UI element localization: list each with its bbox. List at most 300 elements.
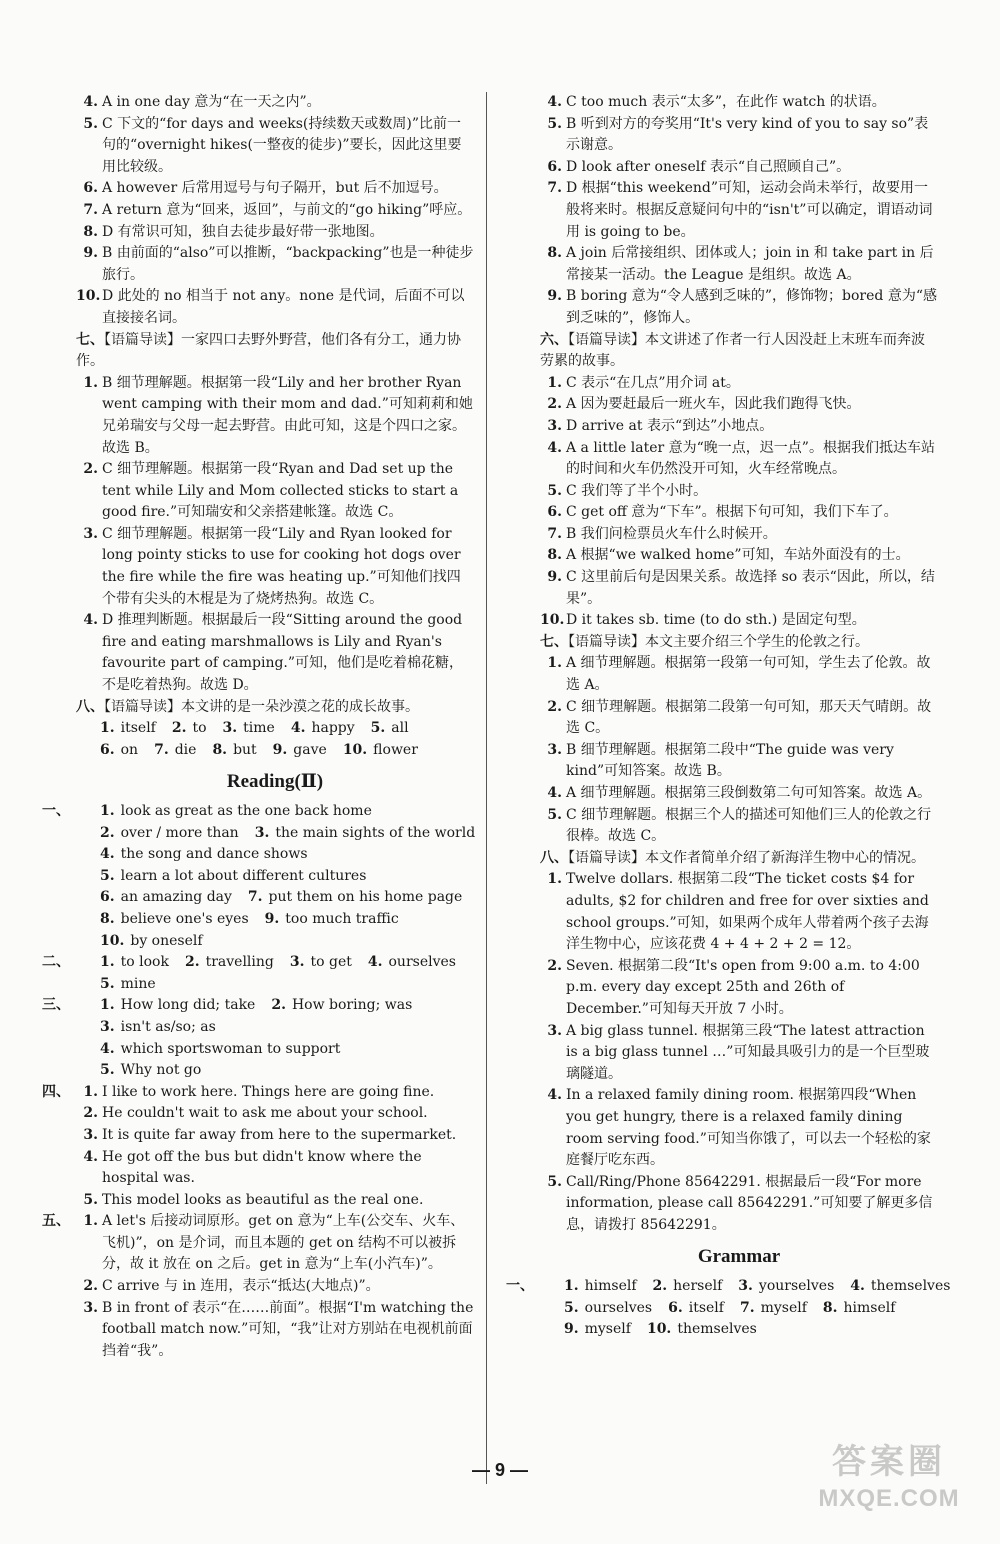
- answer-text: How long did; take: [120, 997, 256, 1014]
- answer-cell: [100, 909, 249, 931]
- answer-text: to: [192, 720, 207, 737]
- right-column: [506, 92, 951, 1341]
- answer-row: [76, 1060, 474, 1082]
- answer-text: A join 后常接组织、团体或人；join in 和 take part in 后常接某一活动。the League 是组织。故选 A。: [566, 245, 934, 283]
- answer-row: [76, 1017, 474, 1039]
- answer-number: 1.: [100, 720, 115, 737]
- answer-item: [42, 1082, 474, 1104]
- answer-item: [540, 157, 938, 179]
- answer-text: In a relaxed family dining room. 根据第四段“When you get hungry, there is a relaxed family dining room serving food.”可知当你饿了，可以去一个轻松的家庭餐厅吃东西。: [566, 1087, 931, 1169]
- answer-cell: [248, 887, 462, 909]
- answer-text: C 细节理解题。根据第一段“Lily and Ryan looked for long pointy sticks to use for cooking hot dogs over the fire while the fire was heating up.”可知他们找四个带有尖头的木棍是为了烧烤热狗。故选 C。: [102, 525, 461, 607]
- answer-number: 8.: [212, 741, 228, 758]
- answer-item: [76, 92, 474, 114]
- answer-text: but: [233, 741, 257, 758]
- answer-number: 6.: [100, 741, 115, 758]
- answer-number: 4.: [83, 612, 98, 629]
- answer-text: A 细节理解题。根据第一段第一句可知，学生去了伦敦。故选 A。: [566, 655, 931, 694]
- answer-item: [540, 92, 938, 114]
- answer-text: himself: [843, 1299, 896, 1316]
- answer-item: [540, 481, 938, 503]
- answer-number: 1.: [547, 871, 562, 888]
- answer-text: isn't as/so; as: [120, 1018, 216, 1035]
- answer-item: [540, 286, 938, 329]
- section-title-reading: Reading(Ⅱ): [226, 771, 324, 793]
- answer-number: 4.: [547, 785, 562, 801]
- answer-text: yourselves: [758, 1278, 835, 1295]
- watermark-url: MXQE.COM: [818, 1485, 960, 1512]
- answer-number: 5.: [564, 1299, 579, 1316]
- answer-number: 2.: [547, 698, 562, 715]
- answer-text: gave: [293, 741, 327, 758]
- answer-cell: [368, 952, 456, 974]
- answer-text: C 细节理解题。根据三个人的描述可知他们三人的伦敦之行很棒。故选 C。: [566, 806, 932, 845]
- answer-item: [76, 1147, 474, 1190]
- answer-number: 9.: [564, 1321, 579, 1338]
- section-intro: 【语篇导读】一家四口去野外野营，他们各有分工，通力协作。: [76, 331, 461, 370]
- answer-number: 5.: [100, 975, 115, 992]
- answer-cell: [100, 887, 232, 909]
- answer-text: How boring; was: [291, 997, 413, 1014]
- answer-number: 10.: [76, 288, 101, 305]
- answer-number: 9.: [547, 288, 562, 305]
- answer-number: 4.: [100, 846, 115, 863]
- answer-text: A 因为要赶最后一班火车，因此我们跑得飞快。: [566, 396, 861, 413]
- answer-text: by oneself: [130, 932, 203, 949]
- answer-number: 7.: [154, 741, 169, 758]
- answer-text: C 表示“在几点”用介词 at。: [566, 374, 740, 391]
- answer-cell: [100, 1060, 201, 1082]
- answer-number: 7.: [547, 180, 562, 197]
- answer-text: herself: [673, 1278, 723, 1295]
- answer-item: [76, 222, 474, 244]
- answer-text: C 这里前后句是因果关系。故选择 so 表示“因此，所以，结果”。: [566, 569, 935, 607]
- answer-number: 2.: [652, 1278, 668, 1295]
- section-marker: 一、: [506, 1278, 534, 1295]
- answer-number: 8.: [83, 223, 98, 240]
- section-title-grammar: Grammar: [697, 1246, 781, 1268]
- answer-text: Twelve dollars. 根据第二段“The ticket costs $4 for adults, $2 for children and free for over sixties and school groups.”可知，如果两个成年人带着两个孩子去海洋生物中心，应该花费 4 + 4 + 2 + 2 = 12。: [566, 871, 929, 953]
- answer-cell: [100, 974, 156, 996]
- answer-text: A in one day 意为“在一天之内”。: [102, 94, 321, 110]
- answer-item: [42, 1211, 474, 1276]
- answer-text: itself: [120, 720, 156, 737]
- answer-item: [540, 373, 938, 395]
- section-heading: [540, 632, 938, 654]
- answer-cell: [271, 995, 412, 1017]
- section-marker: 八、: [76, 698, 104, 715]
- answer-item: [540, 567, 938, 610]
- answer-text: I like to work here. Things here are going fine.: [102, 1083, 435, 1100]
- answer-text: happy: [311, 720, 355, 737]
- answer-cell: [100, 740, 138, 762]
- answer-cell: [343, 740, 418, 762]
- answer-number: 9.: [264, 910, 280, 927]
- answer-number: 6.: [547, 158, 562, 175]
- answer-item: [540, 653, 938, 696]
- answer-text: the song and dance shows: [120, 846, 308, 863]
- answer-number: 4.: [290, 720, 306, 737]
- answer-number: 1.: [100, 954, 115, 971]
- answer-number: 3.: [83, 525, 98, 542]
- answer-text: C arrive 与 in 连用，表示“抵达(大地点)”。: [102, 1278, 380, 1295]
- answer-item: [540, 1172, 938, 1237]
- answer-row: [76, 740, 474, 762]
- answer-item: [540, 243, 938, 286]
- answer-number: 2.: [547, 957, 562, 974]
- answer-number: 3.: [83, 1126, 98, 1143]
- answer-row: [76, 718, 474, 740]
- answer-item: [76, 459, 474, 524]
- answer-text: travelling: [205, 954, 274, 971]
- answer-cell: [740, 1298, 807, 1320]
- answer-text: A return 意为“回来，返回”，与前文的“go hiking”呼应。: [102, 201, 472, 218]
- answer-number: 5.: [100, 1062, 115, 1079]
- answer-text: ourselves: [388, 954, 456, 971]
- answer-item: [540, 545, 938, 567]
- answer-text: It is quite far away from here to the supermarket.: [102, 1126, 457, 1143]
- answer-number: 3.: [289, 954, 305, 971]
- answer-item: [540, 869, 938, 955]
- answer-number: 3.: [547, 417, 562, 434]
- answer-item: [540, 805, 938, 848]
- answer-number: 8.: [547, 245, 562, 262]
- section-marker: 六、: [540, 331, 568, 348]
- answer-number: 10.: [646, 1321, 672, 1338]
- answer-text: look as great as the one back home: [120, 803, 372, 819]
- answer-item: [540, 610, 938, 632]
- answer-cell: [100, 1017, 216, 1039]
- answer-text: ourselves: [584, 1299, 653, 1316]
- section-marker: 五、: [42, 1213, 70, 1230]
- answer-cell: [223, 718, 275, 740]
- answer-number: 4.: [547, 1087, 562, 1104]
- answer-row: [76, 823, 474, 845]
- answer-item: [540, 394, 938, 416]
- answer-text: D look after oneself 表示“自己照顾自己”。: [566, 158, 851, 175]
- answer-cell: [371, 718, 409, 740]
- section-heading: [76, 330, 474, 373]
- answer-text: which sportswoman to support: [120, 1040, 341, 1057]
- answer-row: [42, 952, 474, 974]
- answer-text: C too much 表示“太多”，在此作 watch 的状语。: [566, 94, 886, 110]
- answer-number: 7.: [247, 889, 263, 906]
- answer-text: learn a lot about different cultures: [120, 867, 367, 884]
- answer-cell: [172, 718, 207, 740]
- answer-number: 2.: [171, 720, 187, 737]
- answer-item: [76, 178, 474, 200]
- answer-row: [42, 801, 474, 823]
- answer-number: 3.: [100, 1018, 115, 1035]
- answer-number: 5.: [83, 115, 98, 132]
- answer-number: 4.: [83, 94, 98, 110]
- answer-text: Why not go: [120, 1062, 202, 1079]
- answer-text: Seven. 根据第二段“It's open from 9:00 a.m. to 4:00 p.m. every day except 25th and 26th of December.”可知每天开放 7 小时。: [566, 957, 920, 1017]
- watermark-logo: [804, 1440, 974, 1526]
- answer-cell: [291, 718, 355, 740]
- answer-number: 7.: [547, 525, 562, 542]
- answer-number: 2.: [100, 824, 115, 841]
- answer-cell: [653, 1276, 723, 1298]
- answer-item: [76, 610, 474, 696]
- answer-number: 4.: [367, 954, 383, 971]
- answer-number: 7.: [83, 201, 98, 218]
- answer-number: 1.: [547, 655, 562, 672]
- answer-number: 1.: [100, 803, 115, 819]
- answer-cell: [100, 801, 372, 823]
- answer-item: [540, 416, 938, 438]
- answer-cell: [100, 1039, 340, 1061]
- answer-item: [540, 178, 938, 243]
- answer-text: believe one's eyes: [120, 910, 249, 927]
- answer-text: B 听到对方的夸奖用“It's very kind of you to say so”表示谢意。: [566, 115, 929, 154]
- answer-cell: [100, 931, 203, 953]
- answer-row: [76, 1039, 474, 1061]
- answer-text: the main sights of the world: [275, 824, 476, 841]
- answer-text: B in front of 表示“在……前面”。根据“I'm watching the football match now.”可知，“我”让对方别站在电视机前面挡着“我”。: [102, 1299, 474, 1359]
- answer-item: [76, 1190, 474, 1212]
- answer-text: B boring 意为“令人感到乏味的”，修饰物；bored 意为“感到乏味的”，修饰人。: [566, 288, 937, 326]
- answer-number: 2.: [184, 954, 200, 971]
- answer-text: D 此处的 no 相当于 not any。none 是代词，后面不可以直接接名词。: [102, 288, 465, 326]
- answer-number: 5.: [547, 806, 562, 823]
- answer-row: [540, 1298, 938, 1320]
- answer-number: 2.: [83, 1105, 98, 1122]
- answer-text: D 推理判断题。根据最后一段“Sitting around the good fire and eating marshmallows is Lily and Ryan's favourite part of camping.”可知，他们是吃着棉花糖，不是吃着热狗。故选 D。: [102, 612, 464, 694]
- answer-item: [540, 956, 938, 1021]
- answer-item: [76, 286, 474, 329]
- answer-number: 3.: [222, 720, 238, 737]
- answer-text: C 细节理解题。根据第一段“Ryan and Dad set up the tent while Lily and Mom collected sticks to start a good fire.”可知瑞安和父亲搭建帐篷。故选 C。: [102, 461, 459, 521]
- page-number: — 9 —: [471, 1460, 528, 1480]
- answer-text: B 细节理解题。根据第二段中“The guide was very kind”可知答案。故选 B。: [566, 741, 894, 780]
- answer-cell: [564, 1276, 637, 1298]
- answer-number: 3.: [738, 1278, 753, 1295]
- answer-number: 4.: [83, 1148, 98, 1165]
- answer-item: [76, 114, 474, 179]
- section-marker: 八、: [540, 849, 568, 866]
- answer-row: [76, 844, 474, 866]
- answer-text: on: [120, 741, 139, 758]
- answer-cell: [154, 740, 196, 762]
- answer-text: D 根据“this weekend”可知，运动会尚未举行，故要用一般将来时。根据反意疑问句中的“isn't”可以确定，谓语动词用 is going to be。: [566, 180, 933, 240]
- answer-number: 3.: [547, 1022, 562, 1039]
- answer-text: A a little later 意为“晚一点，迟一点”。根据我们抵达车站的时间和火车仍然没开可知，火车经常晚点。: [566, 439, 935, 478]
- section-heading: [540, 330, 938, 373]
- answer-text: mine: [120, 975, 156, 992]
- answer-number: 5.: [100, 867, 115, 884]
- answer-text: myself: [584, 1321, 631, 1338]
- answer-row: [76, 866, 474, 888]
- answer-item: [76, 1125, 474, 1147]
- answer-item: [76, 243, 474, 286]
- answer-number: 6.: [100, 889, 115, 906]
- answer-text: He got off the bus but didn't know where the hospital was.: [102, 1148, 422, 1187]
- answer-text: B 由前面的“also”可以推断，“backpacking”也是一种徒步旅行。: [102, 245, 474, 283]
- answer-text: A let's 后接动词原形。get on 意为“上车(公交车、火车、飞机)”，on 是介词，而且本题的 get on 结构不可以被拆分，故 it 放在 on 之后。get in 意为“上车(小汽车)”。: [102, 1213, 465, 1273]
- answer-text: D 有常识可知，独自去徒步最好带一张地图。: [102, 223, 384, 240]
- answer-text: time: [243, 720, 275, 737]
- answer-cell: [850, 1276, 950, 1298]
- answer-number: 10.: [540, 612, 565, 629]
- answer-item: [540, 1085, 938, 1171]
- answer-item: [76, 373, 474, 459]
- answer-cell: [255, 823, 475, 845]
- section-marker: 三、: [42, 997, 70, 1014]
- answer-cell: [212, 740, 256, 762]
- column-divider: [486, 92, 487, 1484]
- answer-number: 5.: [547, 482, 562, 499]
- answer-number: 3.: [83, 1299, 98, 1316]
- answer-number: 8.: [547, 547, 562, 564]
- answer-text: C 我们等了半个小时。: [566, 482, 708, 499]
- answer-number: 5.: [370, 720, 386, 737]
- section-marker: 七、: [540, 633, 568, 650]
- answer-cell: [100, 952, 169, 974]
- answer-row: [76, 887, 474, 909]
- answer-text: C 下文的“for days and weeks(持续数天或数周)”比前一句的“overnight hikes(一整夜的徒步)”要长，因此这里要用比较级。: [102, 115, 462, 175]
- answer-text: D arrive at 表示“到达”小地点。: [566, 417, 774, 434]
- answer-cell: [647, 1319, 757, 1341]
- answer-text: die: [174, 741, 197, 758]
- answer-number: 6.: [83, 180, 98, 197]
- answer-text: itself: [688, 1299, 724, 1316]
- answer-item: [76, 1103, 474, 1125]
- section-marker: 四、: [42, 1083, 70, 1100]
- answer-number: 4.: [547, 94, 562, 110]
- section-heading: [76, 697, 474, 719]
- answer-cell: [290, 952, 352, 974]
- answer-cell: [273, 740, 327, 762]
- section-intro: 【语篇导读】本文主要介绍三个学生的伦敦之行。: [568, 633, 869, 650]
- answer-text: He couldn't wait to ask me about your school.: [102, 1105, 428, 1122]
- answer-number: 9.: [272, 741, 288, 758]
- answer-number: 7.: [739, 1299, 755, 1316]
- answer-row: [540, 1319, 938, 1341]
- answer-number: 8.: [100, 910, 115, 927]
- answer-row: [506, 1276, 951, 1298]
- answer-text: B 我们问检票员火车什么时候开。: [566, 525, 777, 542]
- answer-number: 1.: [100, 997, 115, 1014]
- answer-text: B 细节理解题。根据第一段“Lily and her brother Ryan went camping with their mom and dad.”可知莉莉和她兄弟瑞安与父母一起去野营。由此可知，这是个四口之家。故选 B。: [102, 374, 473, 456]
- answer-text: to get: [310, 954, 352, 971]
- answer-number: 9.: [547, 569, 562, 586]
- answer-text: A however 后常用逗号与句子隔开，but 后不加逗号。: [102, 180, 448, 197]
- section-marker: 二、: [42, 954, 70, 971]
- section-intro: 【语篇导读】本文讲述了作者一行人因没赶上末班车而奔波劳累的故事。: [540, 331, 925, 370]
- answer-row: [42, 995, 474, 1017]
- answer-number: 5.: [547, 1173, 562, 1190]
- answer-text: myself: [760, 1299, 807, 1316]
- answer-number: 5.: [547, 115, 562, 132]
- answer-number: 5.: [83, 1191, 98, 1208]
- answer-number: 4.: [100, 1040, 115, 1057]
- answer-cell: [265, 909, 399, 931]
- answer-number: 4.: [850, 1278, 865, 1295]
- answer-item: [540, 114, 938, 157]
- answer-item: [540, 438, 938, 481]
- answer-item: [76, 1298, 474, 1363]
- answer-row: [76, 974, 474, 996]
- answer-text: an amazing day: [120, 889, 232, 906]
- answer-number: 2.: [83, 461, 98, 478]
- answer-text: to look: [120, 954, 169, 971]
- answer-number: 4.: [547, 439, 562, 456]
- left-column: [42, 92, 476, 1362]
- answer-number: 10.: [342, 741, 368, 758]
- watermark-text: 答案圈: [832, 1443, 946, 1481]
- answer-number: 2.: [83, 1278, 98, 1295]
- answer-text: A 根据“we walked home”可知，车站外面没有的士。: [566, 547, 910, 564]
- answer-item: [540, 740, 938, 783]
- answer-item: [540, 502, 938, 524]
- answer-text: A big glass tunnel. 根据第三段“The latest attraction is a big glass tunnel …”可知最具吸引力的是一个巨型玻璃隧道。: [566, 1022, 930, 1082]
- answer-text: flower: [373, 741, 418, 758]
- section-marker: 七、: [76, 331, 104, 348]
- answer-text: C 细节理解题。根据第二段第一句可知，那天天气晴朗。故选 C。: [566, 698, 932, 737]
- answer-number: 3.: [254, 824, 270, 841]
- answer-text: themselves: [677, 1321, 757, 1338]
- section-heading: [540, 848, 938, 870]
- answer-text: This model looks as beautiful as the real one.: [102, 1191, 424, 1208]
- answer-cell: [100, 823, 239, 845]
- answer-number: 2.: [271, 997, 286, 1014]
- answer-number: 3.: [547, 741, 562, 758]
- answer-number: 9.: [83, 245, 98, 262]
- answer-number: 1.: [564, 1278, 579, 1295]
- answer-cell: [564, 1298, 652, 1320]
- answer-text: put them on his home page: [268, 889, 463, 906]
- answer-text: themselves: [870, 1278, 951, 1295]
- answer-text: all: [391, 720, 409, 737]
- answer-item: [76, 200, 474, 222]
- answer-text: D it takes sb. time (to do sth.) 是固定句型。: [566, 612, 866, 629]
- answer-number: 1.: [83, 1083, 98, 1100]
- answer-text: C get off 意为“下车”。根据下句可知，我们下车了。: [566, 504, 898, 521]
- answer-item: [540, 524, 938, 546]
- answer-number: 1.: [83, 1213, 98, 1230]
- answer-cell: [100, 718, 156, 740]
- answer-cell: [100, 844, 308, 866]
- answer-item: [76, 524, 474, 610]
- section-intro: 【语篇导读】本文讲的是一朵沙漠之花的成长故事。: [104, 698, 419, 715]
- answer-item: [540, 783, 938, 805]
- answer-cell: [668, 1298, 724, 1320]
- section-marker: 一、: [42, 803, 70, 819]
- answer-text: himself: [584, 1278, 637, 1295]
- answer-cell: [564, 1319, 631, 1341]
- answer-number: 6.: [668, 1299, 683, 1316]
- answer-cell: [185, 952, 274, 974]
- answer-cell: [823, 1298, 896, 1320]
- answer-text: A 细节理解题。根据第三段倒数第二句可知答案。故选 A。: [566, 785, 932, 801]
- answer-number: 8.: [822, 1299, 838, 1316]
- answer-number: 2.: [547, 396, 562, 413]
- answer-text: over / more than: [120, 824, 239, 841]
- answer-text: too much traffic: [285, 910, 399, 927]
- answer-cell: [100, 995, 255, 1017]
- answer-text: Call/Ring/Phone 85642291. 根据最后一段“For more information, please call 85642291.”可知要了解更多信息，请拨打 85642291。: [566, 1173, 933, 1233]
- section-intro: 【语篇导读】本文作者简单介绍了新海洋生物中心的情况。: [568, 849, 925, 866]
- answer-number: 10.: [100, 932, 125, 949]
- answer-row: [76, 909, 474, 931]
- answer-item: [76, 1276, 474, 1298]
- answer-cell: [738, 1276, 834, 1298]
- answer-number: 1.: [83, 374, 98, 391]
- answer-number: 1.: [547, 374, 562, 391]
- answer-number: 6.: [547, 504, 562, 521]
- answer-row: [76, 931, 474, 953]
